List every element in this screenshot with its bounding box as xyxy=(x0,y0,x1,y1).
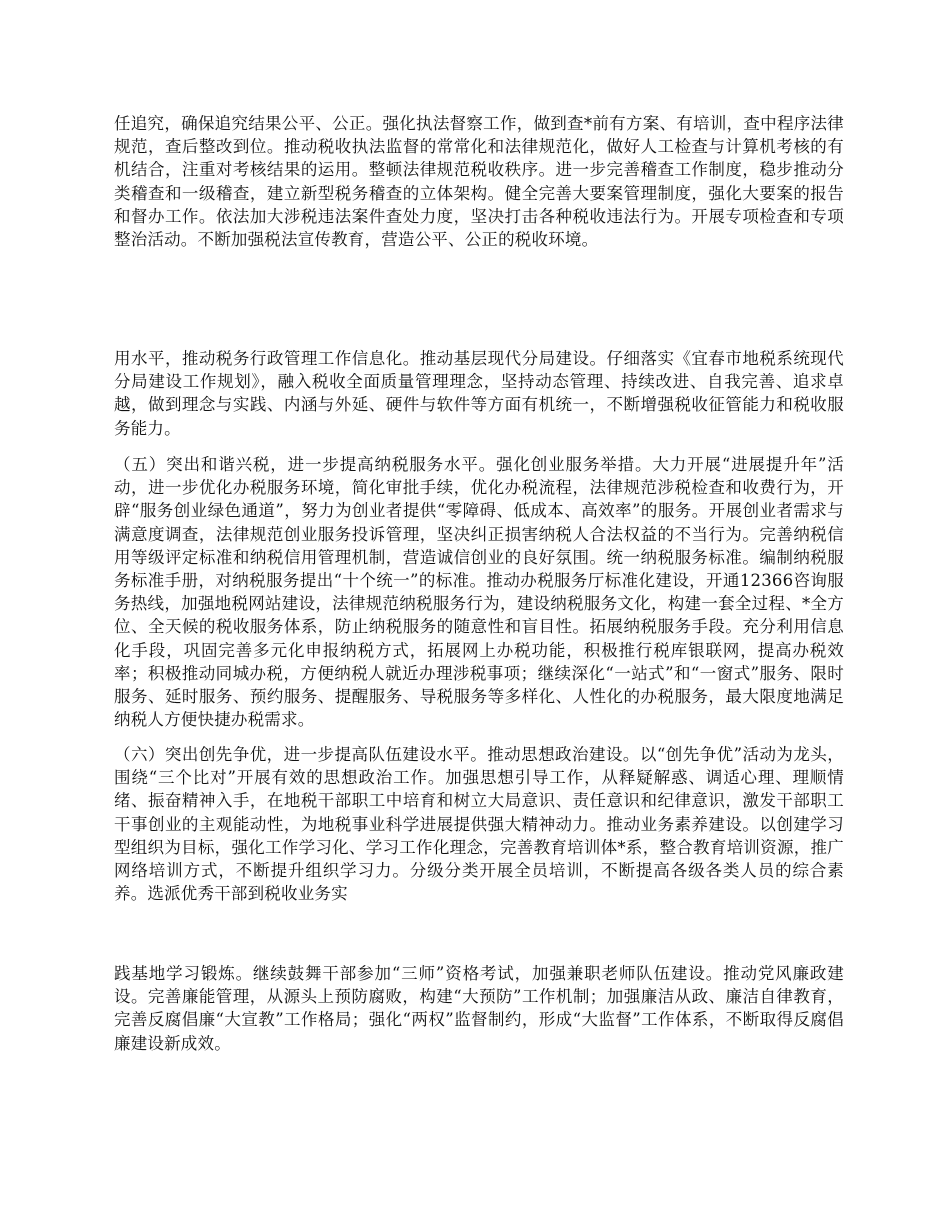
paragraph-taxpayer-service: （五）突出和谐兴税，进一步提高纳税服务水平。强化创业服务举措。大力开展“进展提升年”活动，进一步优化办税服务环境，简化审批手续，优化办税流程，法律规范涉税检查和收费行为，开辟“服务创业绿色通道”，努力为创业者提供“零障碍、低成本、高效率”的服务。开展创业者需求与满意度调查，法律规范创业服务投诉管理，坚决纠正损害纳税人合法权益的不当行为。完善纳税信用等级评定标准和纳税信用管理机制，营造诚信创业的良好氛围。统一纳税服务标准。编制纳税服务标准手册，对纳税服务提出“十个统一”的标准。推动办税服务厅标准化建设，开通12366咨询服务热线，加强地税网站建设，法律规范纳税服务行为，建设纳税服务文化，构建一套全过程、*全方位、全天候的税收服务体系，防止纳税服务的随意性和盲目性。拓展纳税服务手段。充分利用信息化手段，巩固完善多元化申报纳税方式，拓展网上办税功能，积极推行税库银联网，提高办税效率；积极推动同城办税，方便纳税人就近办理涉税事项；继续深化“一站式”和“一窗式”服务、限时服务、延时服务、预约服务、提醒服务、导税服务等多样化、人性化的办税服务，最大限度地满足纳税人方便快捷办税需求。 xyxy=(114,455,844,730)
paragraph-team-building: （六）突出创先争优，进一步提高队伍建设水平。推动思想政治建设。以“创先争优”活动为龙头，围绕“三个比对”开展有效的思想政治工作。加强思想引导工作，从释疑解惑、调适心理、理顺情绪、振奋精神入手，在地税干部职工中培育和树立大局意识、责任意识和纪律意识，激发干部职工干事创业的主观能动性，为地税事业科学进展提供强大精神动力。推动业务素养建设。以创建学习型组织为目标，强化工作学习化、学习工作化理念，完善教育培训体*系，整合教育培训资源，推广网络培训方式，不断提升组织学习力。分级分类开展全员培训，不断提高各级各类人员的综合素养。选派优秀干部到税收业务实 xyxy=(114,745,844,904)
paragraph-tax-enforcement: 任追究，确保追究结果公平、公正。强化执法督察工作，做到查*前有方案、有培训，查中程序法律规范，查后整改到位。推动税收执法监督的常常化和法律规范化，做好人工检查与计算机考核的有机结合，注重对考核结果的运用。整顿法律规范税收秩序。进一步完善稽查工作制度，稳步推动分类稽查和一级稽查，建立新型税务稽查的立体架构。健全完善大要案管理制度，强化大要案的报告和督办工作。依法加大涉税违法案件查处力度，坚决打击各种税收违法行为。开展专项检查和专项整治活动。不断加强税法宣传教育，营造公平、公正的税收环境。 xyxy=(114,114,844,250)
paragraph-anti-corruption: 践基地学习锻炼。继续鼓舞干部参加“三师”资格考试，加强兼职老师队伍建设。推动党风廉政建设。完善廉能管理，从源头上预防腐败，构建“大预防”工作机制；加强廉洁从政、廉洁自律教育，完善反腐倡廉“大宣教”工作格局；强化“两权”监督制约，形成“大监督”工作体系，不断取得反腐倡廉建设新成效。 xyxy=(114,964,844,1053)
paragraph-modern-branch-construction: 用水平，推动税务行政管理工作信息化。推动基层现代分局建设。仔细落实《宜春市地税系统现代分局建设工作规划》，融入税收全面质量管理理念，坚持动态管理、持续改进、自我完善、追求卓越，做到理念与实践、内涵与外延、硬件与软件等方面有机统一，不断增强税收征管能力和税收服务能力。 xyxy=(114,349,844,438)
